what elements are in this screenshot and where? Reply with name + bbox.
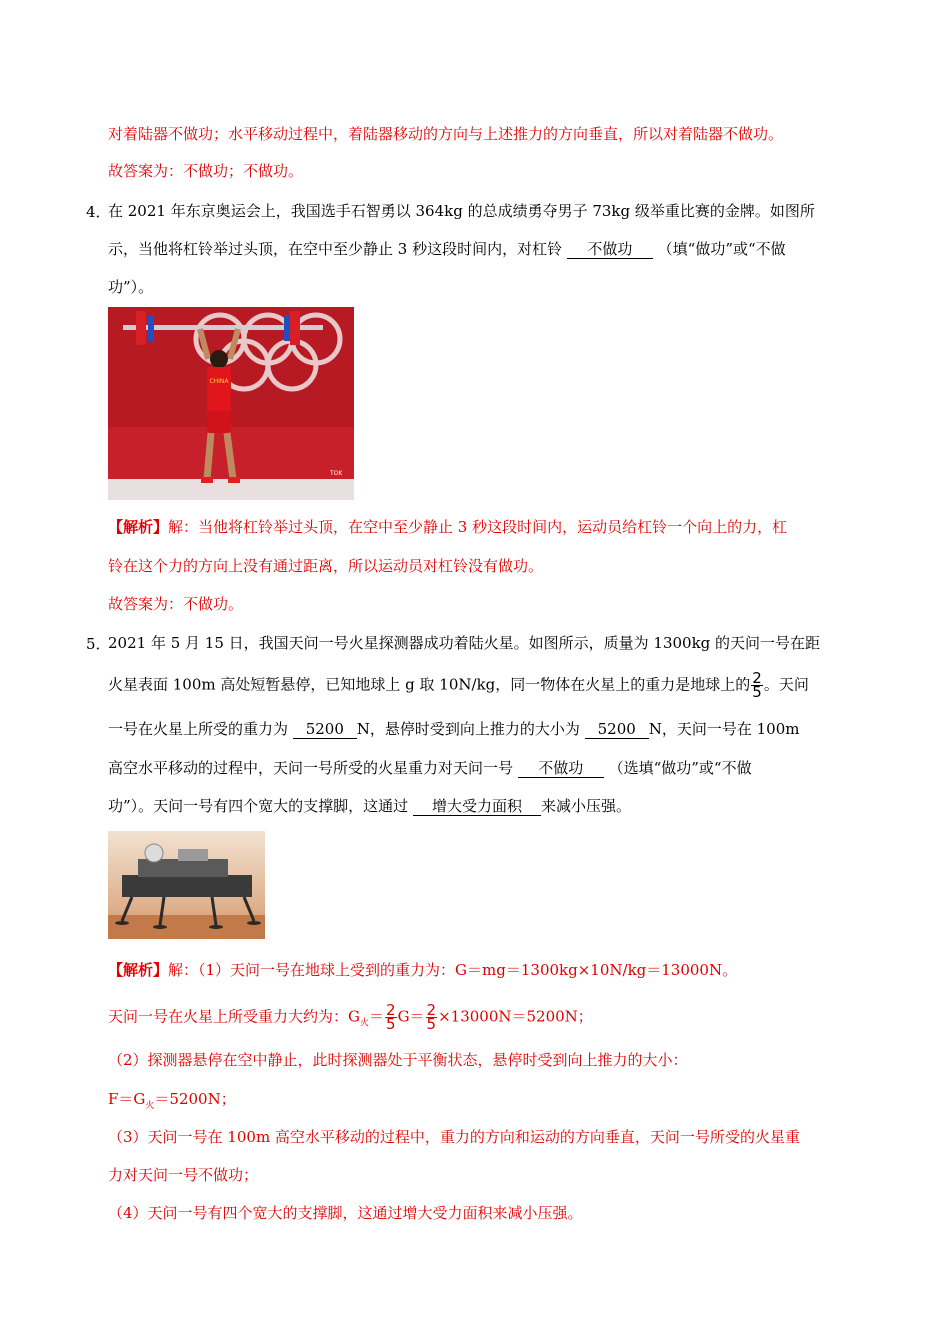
- question-5-analysis-1: 【解析】解：（1）天问一号在地球上受到的重力为：G＝mg＝1300kg×10N/kg＝13000N。: [108, 961, 738, 979]
- answer-blank-work: 不做功: [518, 759, 604, 778]
- answer-blank-area: 增大受力面积: [413, 797, 541, 816]
- question-4-line-3: 功”）。: [108, 278, 154, 296]
- fraction-two-fifths: $\frac{2}{5}$: [426, 1001, 437, 1033]
- question-5-line-3: 一号在火星上所受的重力为 5200 N，悬停时受到向上推力的大小为 5200 N，天问一号在 100m: [108, 720, 800, 738]
- question-5-analysis-7: （4）天问一号有四个宽大的支撑脚，这通过增大受力面积来减小压强。: [108, 1204, 583, 1222]
- fraction-two-fifths: $\frac{2}{5}$: [386, 1001, 396, 1033]
- question-5-line-2: 火星表面 100m 高处短暂悬停，已知地球上 g 取 10N/kg，同一物体在火星上的重力是地球上的 $\frac{2}{5}$ 。天问: [108, 669, 809, 701]
- question-5-number: 5．: [86, 635, 111, 653]
- question-5-analysis-2: 天问一号在火星上所受重力大约为：$G_火=$ $\frac{2}{5}$ G＝ $\frac{2}{5}$ ×13000N＝5200N；: [108, 1001, 593, 1033]
- question-4-answer: 故答案为：不做功。: [108, 595, 244, 613]
- photo-corner-text: TOK: [330, 470, 343, 477]
- question-5-line-5: 功”）。天问一号有四个宽大的支撑脚，这通过 增大受力面积 来减小压强。: [108, 797, 631, 815]
- question-4-line-1: 在 2021 年东京奥运会上，我国选手石智勇以 364kg 的总成绩勇夺男子 73kg 级举重比赛的金牌。如图所: [108, 202, 815, 220]
- mars-lander-photo: [108, 831, 265, 939]
- question-5-analysis-4: $F=G_火=5200N$；: [108, 1090, 236, 1111]
- question-4-analysis-1: 【解析】解：当他将杠铃举过头顶，在空中至少静止 3 秒这段时间内，运动员给杠铃一个向上的力，杠: [108, 518, 788, 536]
- answer-blank-gravity: 5200: [293, 720, 357, 739]
- question-5-analysis-5: （3）天问一号在 100m 高空水平移动的过程中，重力的方向和运动的方向垂直，天问一号所受的火星重: [108, 1128, 800, 1146]
- prev-answer-line: 故答案为：不做功；不做功。: [108, 162, 304, 180]
- jersey-text: CHINA: [209, 378, 229, 385]
- weightlifter-photo: [108, 307, 354, 500]
- question-4-analysis-2: 铃在这个力的方向上没有通过距离，所以运动员对杠铃没有做功。: [108, 557, 544, 575]
- answer-blank-thrust: 5200: [585, 720, 649, 739]
- question-4-line-2: 示，当他将杠铃举过头顶，在空中至少静止 3 秒这段时间内，对杠铃 不做功 （填“做功”或“不做: [108, 240, 786, 258]
- question-5-line-1: 2021 年 5 月 15 日，我国天问一号火星探测器成功着陆火星。如图所示，质量为 1300kg 的天问一号在距: [108, 634, 821, 652]
- fraction-two-fifths: $\frac{2}{5}$: [752, 669, 762, 701]
- question-4-number: 4．: [86, 203, 111, 221]
- question-5-analysis-6: 力对天问一号不做功；: [108, 1166, 259, 1184]
- answer-blank: 不做功: [567, 240, 653, 259]
- question-5-line-4: 高空水平移动的过程中，天问一号所受的火星重力对天问一号 不做功 （选填“做功”或“不做: [108, 759, 752, 777]
- prev-analysis-line: 对着陆器不做功；水平移动过程中，着陆器移动的方向与上述推力的方向垂直，所以对着陆器不做功。: [108, 125, 784, 143]
- question-5-analysis-3: （2）探测器悬停在空中静止，此时探测器处于平衡状态，悬停时受到向上推力的大小：: [108, 1051, 688, 1069]
